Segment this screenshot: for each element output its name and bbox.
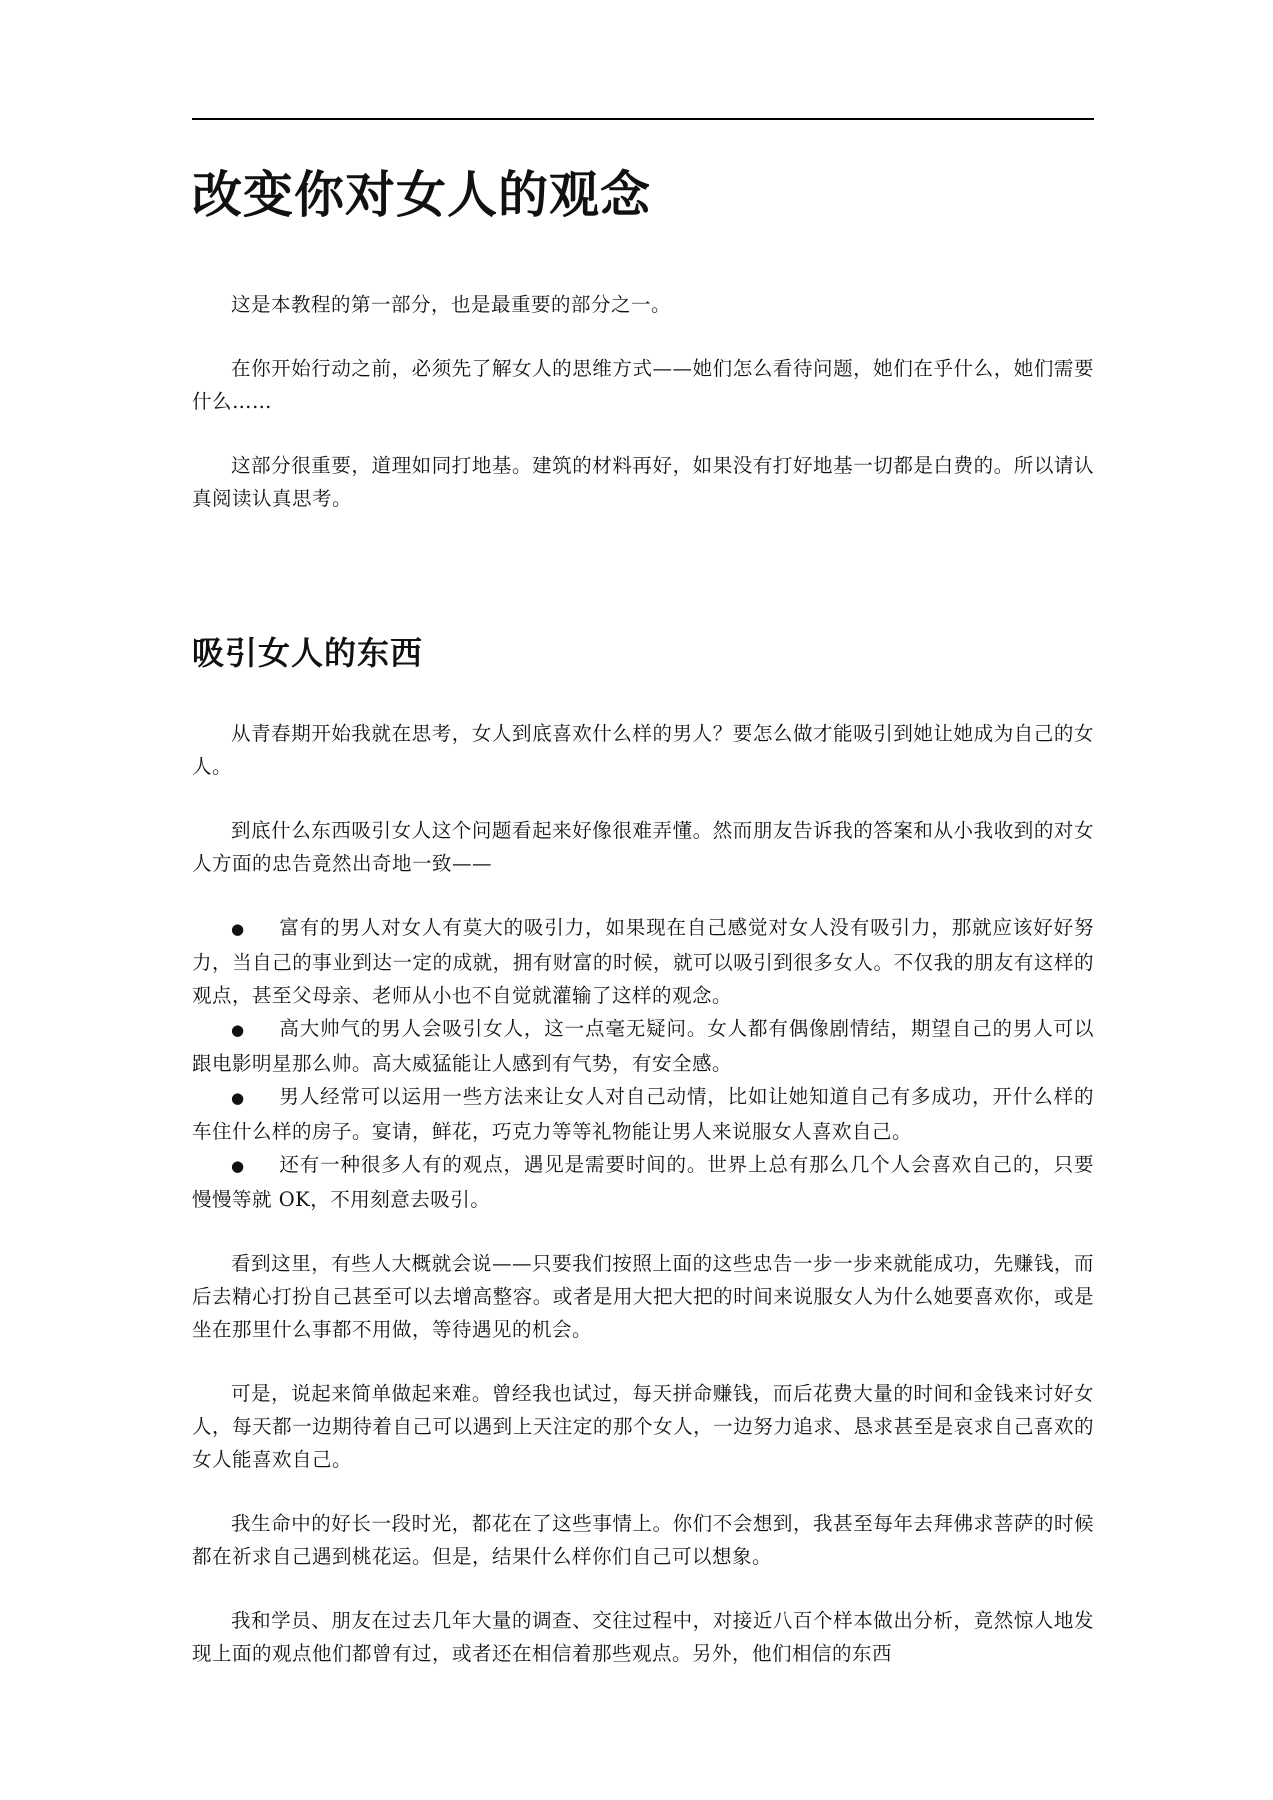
section-heading: 吸引女人的东西	[192, 634, 424, 672]
section-paragraph-1: 从青春期开始我就在思考，女人到底喜欢什么样的男人？要怎么做才能吸引到她让她成为自己的女人。	[192, 722, 1094, 778]
section-paragraph-3: 看到这里，有些人大概就会说——只要我们按照上面的这些忠告一步一步来就能成功，先赚钱，而后去精心打扮自己甚至可以去增高整容。或者是用大把大把的时间来说服女人为什么她要喜欢你，或是坐在那里什么事都不用做，等待遇见的机会。	[192, 1252, 1094, 1341]
list-item	[192, 1148, 1094, 1216]
bullet-icon: ●	[231, 1157, 245, 1175]
section-paragraph-6: 我和学员、朋友在过去几年大量的调查、交往过程中，对接近八百个样本做出分析，竟然惊人地发现上面的观点他们都曾有过，或者还在相信着那些观点。另外，他们相信的东西	[192, 1609, 1094, 1665]
bullet-icon: ●	[231, 920, 245, 938]
list-item-text: 富有的男人对女人有莫大的吸引力，如果现在自己感觉对女人没有吸引力，那就应该好好努力，当自己的事业到达一定的成就，拥有财富的时候，就可以吸引到很多女人。不仅我的朋友有这样的观点，甚至父母亲、老师从小也不自觉就灌输了这样的观念。	[192, 916, 1094, 1007]
intro-paragraph-3: 这部分很重要，道理如同打地基。建筑的材料再好，如果没有打好地基一切都是白费的。所以请认真阅读认真思考。	[192, 454, 1094, 510]
bullet-icon: ●	[231, 1021, 245, 1039]
list-item	[192, 1080, 1094, 1148]
section-paragraph-2: 到底什么东西吸引女人这个问题看起来好像很难弄懂。然而朋友告诉我的答案和从小我收到的对女人方面的忠告竟然出奇地一致——	[192, 819, 1094, 875]
attraction-beliefs-list	[192, 911, 1094, 1216]
intro-paragraph-2: 在你开始行动之前，必须先了解女人的思维方式——她们怎么看待问题，她们在乎什么，她们需要什么……	[192, 357, 1094, 413]
list-item-text: 高大帅气的男人会吸引女人，这一点毫无疑问。女人都有偶像剧情结，期望自己的男人可以跟电影明星那么帅。高大威猛能让人感到有气势，有安全感。	[192, 1017, 1094, 1075]
page-title: 改变你对女人的观念	[192, 165, 651, 224]
list-item-text: 男人经常可以运用一些方法来让女人对自己动情，比如让她知道自己有多成功，开什么样的车住什么样的房子。宴请，鲜花，巧克力等等礼物能让男人来说服女人喜欢自己。	[192, 1085, 1094, 1143]
page-content	[192, 160, 1094, 1670]
bullet-icon: ●	[231, 1089, 245, 1107]
list-item	[192, 911, 1094, 1012]
list-item	[192, 1012, 1094, 1080]
section-paragraph-5: 我生命中的好长一段时光，都花在了这些事情上。你们不会想到，我甚至每年去拜佛求菩萨的时候都在祈求自己遇到桃花运。但是，结果什么样你们自己可以想象。	[192, 1512, 1094, 1568]
intro-paragraph-1: 这是本教程的第一部分，也是最重要的部分之一。	[231, 293, 672, 316]
header-rule	[192, 118, 1094, 120]
list-item-text: 还有一种很多人有的观点，遇见是需要时间的。世界上总有那么几个人会喜欢自己的，只要慢慢等就 OK，不用刻意去吸引。	[192, 1153, 1094, 1211]
section-paragraph-4: 可是，说起来简单做起来难。曾经我也试过，每天拼命赚钱，而后花费大量的时间和金钱来讨好女人，每天都一边期待着自己可以遇到上天注定的那个女人，一边努力追求、恳求甚至是哀求自己喜欢的女人能喜欢自己。	[192, 1382, 1094, 1471]
